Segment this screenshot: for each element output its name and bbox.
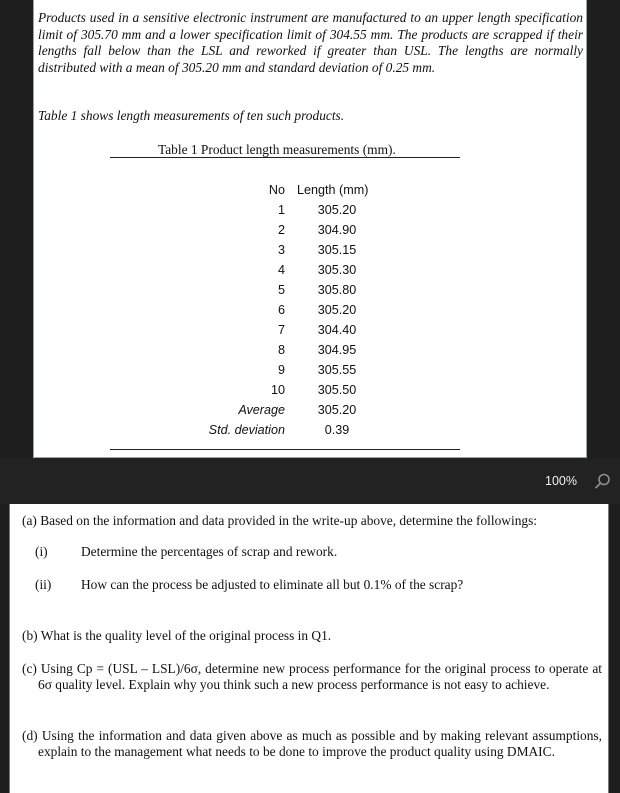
row-no: 6: [277, 303, 285, 317]
table-reference: Table 1 shows length measurements of ten such products.: [38, 108, 345, 123]
question-d: (d) Using the information and data given above as much as possible and by making relevant assumptions, explain to the management what needs to be done to improve the product quality using DMAIC.: [22, 728, 602, 759]
table-row: [184, 220, 385, 240]
row-length: 305.50: [317, 383, 357, 397]
row-no: 5: [277, 283, 285, 297]
problem-statement: Products used in a sensitive electronic instrument are manufactured to an upper length specification limit of 305.70 mm and a lower specification limit of 304.55 mm. The products are scrapped if their lengths fall below than the LSL and reworked if greater than USL. The lengths are normally distributed with a mean of 305.20 mm and standard deviation of 0.25 mm.: [38, 10, 583, 75]
row-length: 305.15: [317, 243, 357, 257]
table-std-row: [184, 420, 385, 440]
table-row: [184, 340, 385, 360]
row-length: 304.90: [317, 223, 357, 237]
table-row: [184, 240, 385, 260]
sub-question-text: How can the process be adjusted to eliminate all but 0.1% of the scrap?: [81, 577, 464, 592]
row-no: 1: [277, 203, 285, 217]
row-length: 305.55: [317, 363, 357, 377]
row-no: 9: [277, 363, 285, 377]
document-page-bottom: [9, 504, 609, 793]
row-no: 8: [277, 343, 285, 357]
row-no: 10: [270, 383, 285, 397]
std-label: Std. deviation: [208, 423, 285, 437]
question-c: (c) Using Cp = (USL – LSL)/6σ, determine new process performance for the original process to operate at 6σ quality level. Explain why you think such a new process performance is not easy to achieve.: [22, 661, 602, 692]
table-bottom-rule: [110, 449, 460, 450]
row-length: 305.30: [317, 263, 357, 277]
average-label: Average: [238, 403, 285, 417]
std-value: 0.39: [324, 423, 350, 437]
row-length: 305.20: [317, 303, 357, 317]
row-length: 304.40: [317, 323, 357, 337]
table-row: [184, 300, 385, 320]
header-no: No: [268, 183, 285, 197]
row-length: 305.80: [317, 283, 357, 297]
row-no: 4: [277, 263, 285, 277]
row-length: 305.20: [317, 203, 357, 217]
sub-question-number: (i): [35, 544, 48, 559]
table-top-rule: [110, 157, 460, 158]
table-header-row: [184, 180, 385, 200]
average-value: 305.20: [317, 403, 357, 417]
table-row: [184, 360, 385, 380]
table-row: [184, 280, 385, 300]
sub-question-number: (ii): [35, 577, 52, 592]
header-length: Length (mm): [297, 183, 369, 197]
question-a: (a) Based on the information and data provided in the write-up above, determine the followings:: [22, 513, 538, 528]
table-average-row: [184, 400, 385, 420]
row-no: 2: [277, 223, 285, 237]
zoom-level[interactable]: 100%: [545, 474, 577, 488]
row-no: 3: [277, 243, 285, 257]
magnifier-icon[interactable]: [594, 472, 612, 490]
sub-question-text: Determine the percentages of scrap and rework.: [81, 544, 338, 559]
table-row: [184, 380, 385, 400]
table-row: [184, 200, 385, 220]
document-page-top: [33, 0, 587, 458]
question-b: (b) What is the quality level of the original process in Q1.: [22, 628, 332, 643]
row-length: 304.95: [317, 343, 357, 357]
row-no: 7: [277, 323, 285, 337]
measurements-table: [184, 180, 385, 440]
viewer-toolbar: [0, 458, 620, 504]
table-row: [184, 320, 385, 340]
table-row: [184, 260, 385, 280]
table-caption: Table 1 Product length measurements (mm).: [158, 142, 396, 157]
